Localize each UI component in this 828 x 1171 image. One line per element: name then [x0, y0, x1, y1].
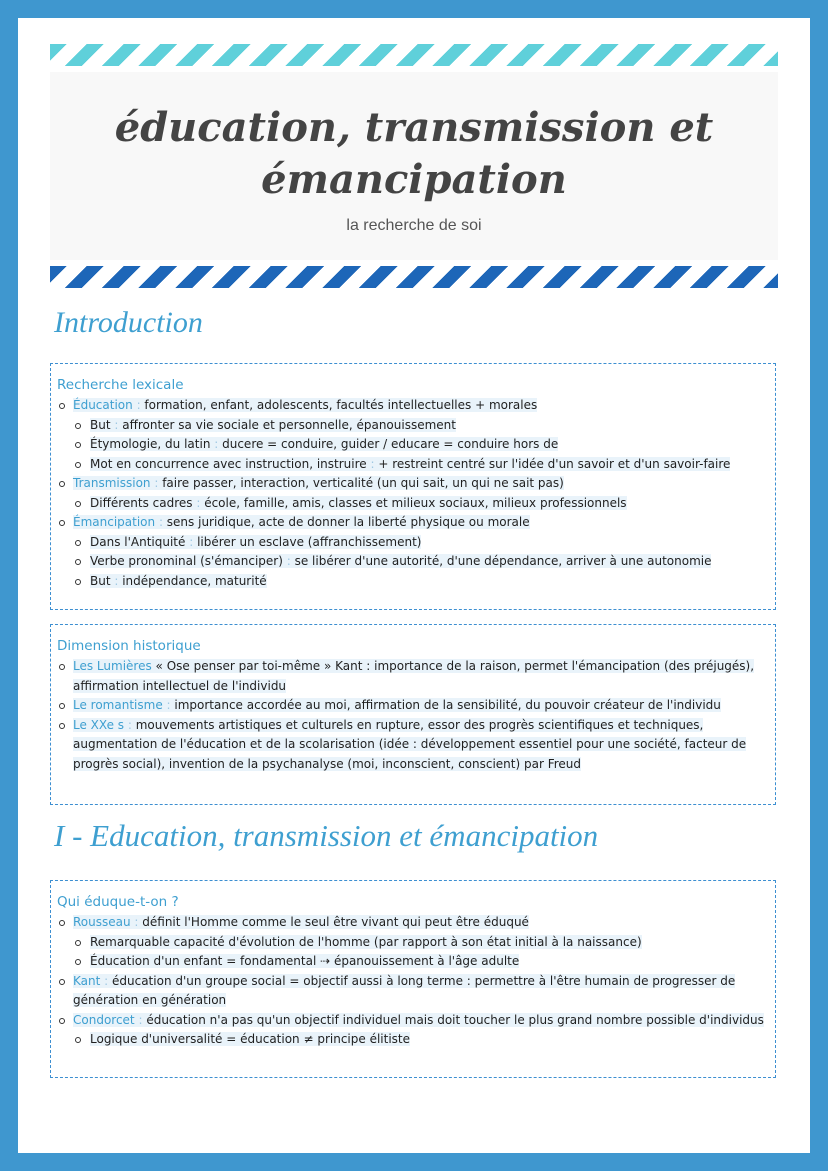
- list-item: [57, 513, 775, 533]
- separator: :: [100, 973, 112, 988]
- separator: :: [134, 1012, 147, 1027]
- keyword: Verbe pronominal (s'émanciper): [90, 554, 283, 568]
- separator: :: [124, 717, 136, 732]
- list-item: [57, 1011, 775, 1031]
- list-item: [57, 494, 775, 514]
- keyword: Transmission: [73, 476, 151, 490]
- keyword: But: [90, 417, 111, 432]
- list-item: [57, 455, 775, 475]
- item-text: importance accordée au moi, affirmation de la sensibilité, du pouvoir créateur de l'individu: [174, 698, 721, 712]
- item-text: mouvements artistiques et culturels en rupture, essor des progrès scientifiques et techniques, augmentation de l'éducation et de la scolarisation (idée : développement essentiel pour une société, facteur de progrès social), invention de la psychanalyse (moi, inconscient, conscient) par Freud: [73, 717, 747, 771]
- list-item: [57, 716, 775, 775]
- list-item: [57, 952, 775, 972]
- keyword: Les Lumières: [73, 659, 152, 673]
- item-text: éducation n'a pas qu'un objectif individuel mais doit toucher le plus grand nombre possible d'individus: [146, 1012, 764, 1027]
- keyword: Éducation: [73, 398, 133, 412]
- separator: :: [210, 437, 223, 451]
- box-dimension-historique: [50, 624, 776, 805]
- list-item: [57, 474, 775, 494]
- bullet-list: [57, 396, 775, 591]
- page: [18, 18, 810, 1153]
- separator: :: [130, 915, 143, 929]
- box-title: Qui éduque-t-on ?: [57, 894, 179, 910]
- keyword: Le romantisme: [73, 698, 163, 712]
- list-item: [57, 416, 775, 436]
- list-item: [57, 572, 775, 592]
- keyword: Kant: [73, 973, 101, 988]
- separator: :: [110, 573, 123, 588]
- item-text: sens juridique, acte de donner la liberté physique ou morale: [166, 515, 530, 529]
- list-item: [57, 913, 775, 933]
- keyword: Condorcet: [73, 1012, 135, 1027]
- separator: :: [150, 476, 163, 490]
- title-line-1: éducation, transmission et: [114, 104, 714, 151]
- separator: «: [151, 659, 167, 673]
- list-item: [57, 1030, 775, 1050]
- list-item: [57, 533, 775, 553]
- separator: :: [132, 398, 145, 412]
- bullet-list: [57, 913, 775, 1050]
- separator: :: [282, 554, 295, 568]
- item-text: éducation d'un groupe social = objectif aussi à long terme : permettre à l'être humain de progresser de génération en génération: [73, 973, 736, 1007]
- box-recherche-lexicale: [50, 363, 776, 610]
- list-item: [57, 657, 775, 696]
- item-text: définit l'Homme comme le seul être vivant qui peut être éduqué: [142, 915, 529, 929]
- item-text: libérer un esclave (affranchissement): [197, 534, 422, 549]
- keyword: Mot en concurrence avec instruction, instruire: [90, 456, 367, 471]
- item-text: faire passer, interaction, verticalité (un qui sait, un qui ne sait pas): [162, 476, 564, 490]
- keyword: Dans l'Antiquité: [90, 534, 186, 549]
- section-heading-introduction: Introduction: [54, 306, 203, 339]
- item-text: ducere = conduire, guider / educare = conduire hors de: [222, 437, 559, 451]
- box-title: Recherche lexicale: [57, 377, 184, 393]
- separator: :: [192, 495, 205, 510]
- item-text: Éducation d'un enfant = fondamental ⇢ épanouissement à l'âge adulte: [90, 954, 520, 968]
- page-title: [50, 102, 778, 206]
- keyword: Le XXe s: [73, 717, 125, 732]
- section-heading-part-1: I - Education, transmission et émancipation: [54, 818, 599, 853]
- keyword: Émancipation: [73, 515, 156, 529]
- item-text: formation, enfant, adolescents, facultés intellectuelles + morales: [144, 398, 538, 412]
- item-text: école, famille, amis, classes et milieux sociaux, milieux professionnels: [204, 495, 627, 510]
- page-subtitle: la recherche de soi: [346, 217, 482, 234]
- bullet-list: [57, 657, 775, 774]
- list-item: [57, 396, 775, 416]
- list-item: [57, 435, 775, 455]
- item-text: Ose penser par toi-même » Kant : importance de la raison, permet l'émancipation (des préjugés), affirmation intellectuel de l'individu: [73, 659, 755, 693]
- separator: :: [162, 698, 175, 712]
- item-text: Logique d'universalité = éducation ≠ principe élitiste: [90, 1032, 411, 1046]
- item-text: affronter sa vie sociale et personnelle, épanouissement: [122, 417, 456, 432]
- box-title: Dimension historique: [57, 638, 201, 654]
- list-item: [57, 696, 775, 716]
- list-item: [57, 933, 775, 953]
- title-line-2: émancipation: [261, 156, 567, 203]
- decorative-stripe-bottom: [50, 266, 778, 288]
- item-text: indépendance, maturité: [122, 573, 267, 588]
- decorative-stripe-top: [50, 44, 778, 66]
- separator: :: [110, 417, 123, 432]
- separator: :: [155, 515, 167, 529]
- separator: :: [366, 456, 379, 471]
- list-item: [57, 552, 775, 572]
- box-qui-eduque-t-on: [50, 880, 776, 1078]
- item-text: se libérer d'une autorité, d'une dépendance, arriver à une autonomie: [294, 554, 712, 568]
- keyword: Étymologie, du latin: [90, 437, 211, 451]
- item-text: + restreint centré sur l'idée d'un savoir et d'un savoir-faire: [378, 456, 731, 471]
- list-item: [57, 972, 775, 1011]
- keyword: Différents cadres: [90, 495, 193, 510]
- item-text: Remarquable capacité d'évolution de l'homme (par rapport à son état initial à la naissance): [90, 934, 642, 949]
- keyword: But: [90, 573, 111, 588]
- keyword: Rousseau: [73, 915, 131, 929]
- separator: :: [185, 534, 198, 549]
